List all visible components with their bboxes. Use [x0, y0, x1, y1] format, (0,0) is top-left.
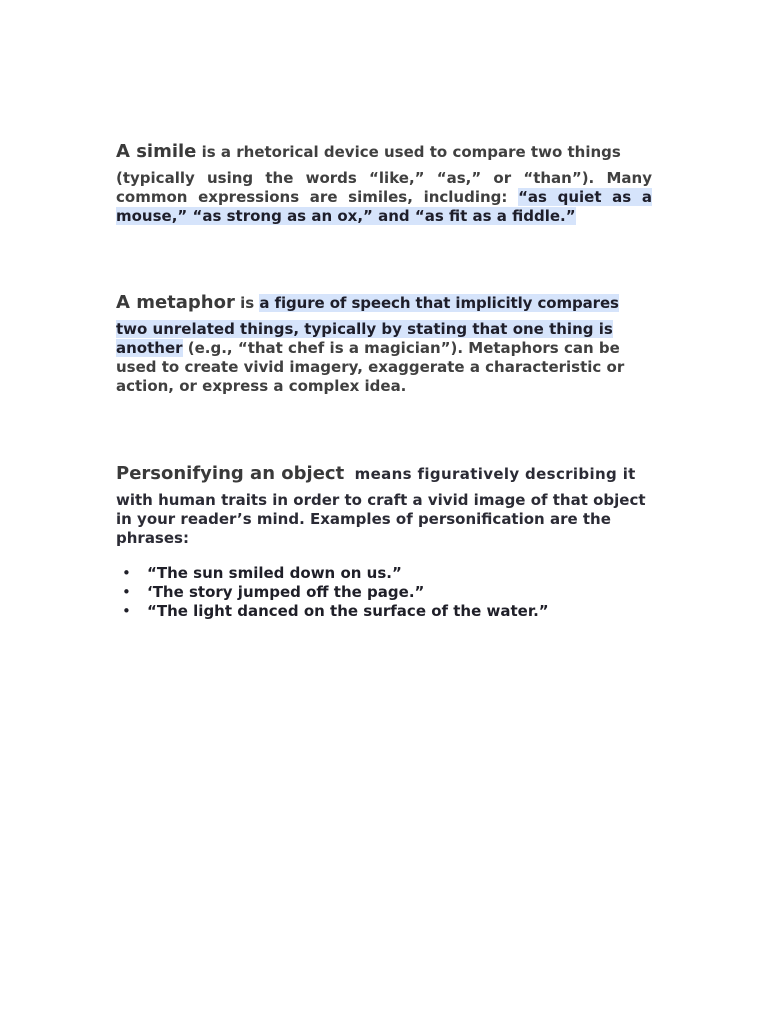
personification-examples-list	[116, 564, 652, 621]
simile-term: A simile	[116, 141, 197, 162]
bullet-icon: •	[122, 564, 131, 582]
personification-paragraph	[116, 463, 652, 548]
example-text: “The sun smiled down on us.”	[147, 564, 402, 582]
bullet-icon: •	[122, 583, 131, 601]
metaphor-is: is	[234, 294, 260, 312]
personification-first-line	[116, 463, 652, 485]
example-text: “The light danced on the surface of the water.”	[147, 602, 549, 620]
metaphor-paragraph	[116, 292, 652, 396]
simile-definition-start: is a rhetorical device used to compare two things	[196, 143, 621, 161]
metaphor-body: (e.g., “that chef is a magician”). Metaphors can be used to create vivid imagery, exaggerate a characteristic or action, or express a complex idea.	[116, 339, 625, 395]
metaphor-highlight-line1[interactable]: a figure of speech that implicitly compares	[259, 294, 619, 312]
personification-term: Personifying an object	[116, 463, 345, 484]
simile-highlighted-examples[interactable]: “as quiet as a mouse,” “as strong as an ox,” and “as fit as a fiddle.”	[116, 188, 652, 225]
example-text: ‘The story jumped off the page.”	[147, 583, 425, 601]
bullet-icon: •	[122, 602, 131, 620]
list-item	[116, 602, 652, 621]
simile-first-line	[116, 141, 652, 163]
metaphor-first-line	[116, 292, 652, 314]
metaphor-highlight-rest[interactable]: two unrelated things, typically by stating that one thing is another	[116, 320, 613, 357]
personification-body: with human traits in order to craft a vivid image of that object in your reader’s mind. Examples of personification are the phrases:	[116, 491, 646, 547]
simile-body: (typically using the words “like,” “as,” or “than”). Many common expressions are similes, including:	[116, 169, 652, 206]
list-item	[116, 564, 652, 583]
simile-paragraph	[116, 141, 652, 226]
metaphor-term: A metaphor	[116, 292, 235, 313]
personification-definition-start: means figuratively describing it	[354, 465, 636, 483]
list-item	[116, 583, 652, 602]
